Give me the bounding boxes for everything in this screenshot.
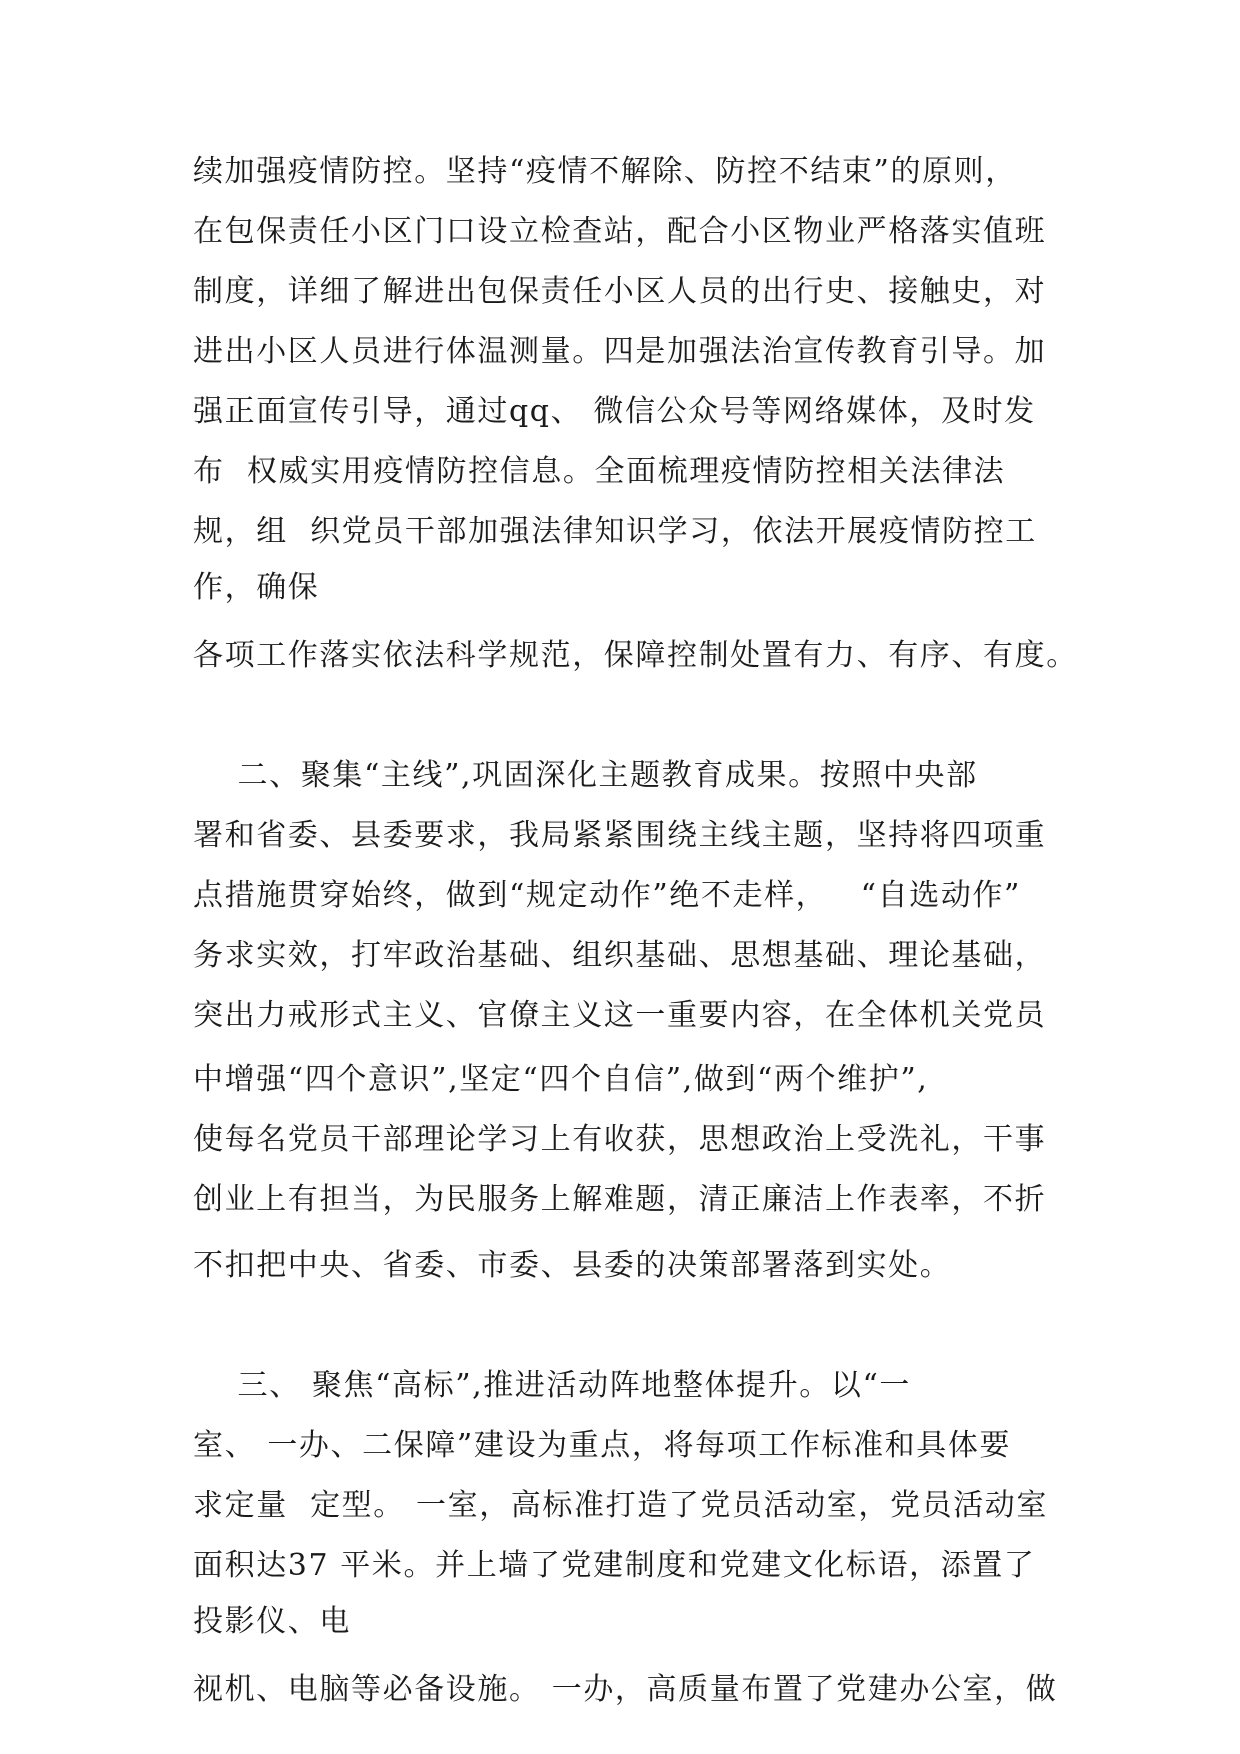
text-line: 制度，详细了解进出包保责任小区人员的出行史、接触史，对 [193,274,1047,309]
text-line: 各项工作落实依法科学规范，保障控制处置有力、有序、有度。 [193,638,1078,673]
text-line: 在包保责任小区门口设立检查站，配合小区物业严格落实值班 [193,214,1047,249]
text-line: 中增强“四个意识”,坚定“四个自信”,做到“两个维护”, [193,1062,929,1097]
text-line: 作，确保 [193,570,320,605]
text-line: 室、 一办、二保障”建设为重点，将每项工作标准和具体要 [193,1428,1012,1463]
text-line: 续加强疫情防控。坚持“疫情不解除、防控不结束”的原则， [193,154,1017,189]
text-line: 使每名党员干部理论学习上有收获，思想政治上受洗礼，干事 [193,1122,1047,1157]
text-line: 规，组 织党员干部加强法律知识学习，依法开展疫情防控工 [193,514,1037,549]
text-line: 务求实效，打牢政治基础、组织基础、思想基础、理论基础， [193,938,1047,973]
text-line: 不扣把中央、省委、市委、县委的决策部署落到实处。 [193,1248,952,1283]
text-line: 面积达37 平米。并上墙了党建制度和党建文化标语，添置了 [193,1548,1036,1583]
text-line: 强正面宣传引导，通过qq、 微信公众号等网络媒体，及时发 [193,394,1036,429]
text-line: 视机、电脑等必备设施。 一办，高质量布置了党建办公室，做 [193,1672,1058,1707]
paragraph-heading-line: 二、聚集“主线”,巩固深化主题教育成果。按照中央部 [193,758,978,793]
text-line: 点措施贯穿始终，做到“规定动作”绝不走样， “自选动作” [193,878,1021,913]
text-line: 布 权威实用疫情防控信息。全面梳理疫情防控相关法律法 [193,454,1006,489]
text-line: 创业上有担当，为民服务上解难题，清正廉洁上作表率，不折 [193,1182,1047,1217]
text-line: 署和省委、县委要求，我局紧紧围绕主线主题，坚持将四项重 [193,818,1047,853]
text-line: 突出力戒形式主义、官僚主义这一重要内容，在全体机关党员 [193,998,1047,1033]
text-line: 求定量 定型。 一室，高标准打造了党员活动室，党员活动室 [193,1488,1049,1523]
text-line: 投影仪、电 [193,1604,351,1639]
paragraph-heading-line: 三、 聚焦“高标”,推进活动阵地整体提升。以“一 [193,1368,912,1403]
text-line: 进出小区人员进行体温测量。四是加强法治宣传教育引导。加 [193,334,1047,369]
